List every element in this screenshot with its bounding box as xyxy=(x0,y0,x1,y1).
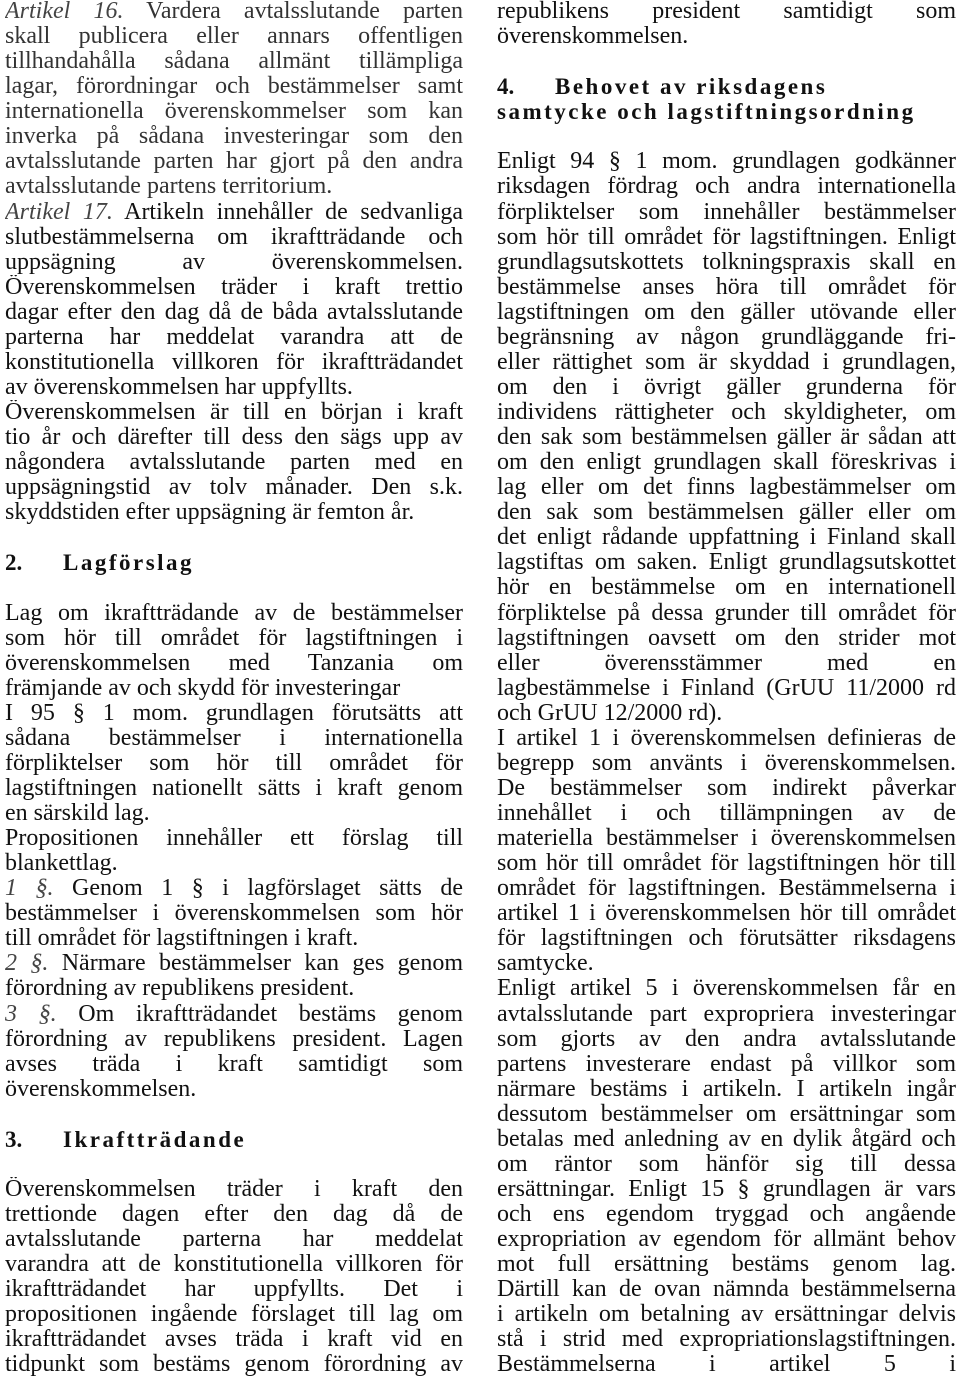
line-text: Närmare bestämmelser kan ges genom xyxy=(61,951,463,977)
text-line: lagar, förordningar och bestämmelser samt xyxy=(5,74,463,100)
text-line: slutbestämmelserna om ikraftträdande och xyxy=(5,224,463,250)
section-3-line xyxy=(5,1002,463,1027)
text-line: uppsägningstid av tolv månader. Den s.k. xyxy=(5,475,463,501)
text-line: bestämmelse anses höra till området för xyxy=(497,274,956,300)
paragraph-label: 3 §. xyxy=(5,1001,57,1027)
heading-title: Behovet av riksdagens xyxy=(555,74,828,100)
text-line: bestämmelser i överenskommelsen som hör xyxy=(5,901,463,927)
text-line: uppsägning av överenskommelsen. xyxy=(5,249,463,275)
text-line: och ens egendom tryggad och angående xyxy=(497,1202,956,1227)
left-column xyxy=(5,0,463,1377)
text-line: skall publicera eller annars offentligen xyxy=(5,24,463,50)
text-line: materiella bestämmelser i överenskommelsen xyxy=(497,826,956,852)
text-line: lagstiftas om saken. Enligt grundlagsutskottet xyxy=(497,550,956,576)
text-line: Bestämmelserna i artikel 5 i xyxy=(497,1352,956,1378)
text-line: en särskild lag. xyxy=(5,801,150,826)
law-title-line: främjande av och skydd för investeringar xyxy=(5,675,401,701)
law-title-line: som hör till området för lagstiftningen i xyxy=(5,625,463,651)
text-line: den sak som bestämmelsen gäller är sådan att xyxy=(497,425,956,451)
article-17-line xyxy=(5,200,463,225)
spacer xyxy=(497,49,956,74)
text-line: ersättningar. Enligt 15 § grundlagen är vars xyxy=(497,1176,956,1202)
text-line: samtycke. xyxy=(497,951,594,977)
text-line: dagar efter den dag då de båda avtalsslutande xyxy=(5,299,463,325)
heading-title: Ikraftträdande xyxy=(63,1126,247,1152)
text-line: avtalsslutande part expropriera investeringar xyxy=(497,1001,956,1027)
text-line: om den enligt grundlagen skall föreskrivas i xyxy=(497,450,956,476)
text-line: Enligt 94 § 1 mom. grundlagen godkänner xyxy=(497,149,956,175)
text-line: I artikel 1 i överenskommelsen definieras de xyxy=(497,725,956,751)
text-line: betalas med anledning av en dylik åtgärd och xyxy=(497,1126,956,1152)
text-line: individens rättigheter och skyldigheter, om xyxy=(497,400,956,425)
text-line: ikraftträdandet har uppfyllts. Det i xyxy=(5,1277,463,1303)
text-line: Överenskommelsen träder i kraft den xyxy=(5,1176,463,1202)
text-line: avtalsslutande parten har gjort på den andra xyxy=(5,149,463,175)
text-line: lagstiftningen oavsett om den strider mot xyxy=(497,625,956,651)
text-line: tio år och därefter till dess den sägs upp av xyxy=(5,425,463,451)
section-heading xyxy=(5,1127,463,1152)
text-line: förpliktelser som innehåller bestämmelser xyxy=(497,199,956,225)
text-line: förpliktelse på dessa grunder till området för xyxy=(497,600,956,626)
text-line: lagstiftningen nationellt sätts i kraft genom xyxy=(5,775,463,801)
heading-number: 2. xyxy=(5,550,23,576)
text-line: förordning av republikens president. xyxy=(5,976,355,1002)
text-line: den sak som bestämmelsen gäller eller om xyxy=(497,500,956,526)
section-heading xyxy=(497,74,956,99)
text-line: avses träda i kraft samtidigt som xyxy=(5,1051,463,1077)
text-line: lagbestämmelse i Finland (GrUU 11/2000 rd xyxy=(497,675,956,701)
text-line: som gjorts av den andra avtalsslutande xyxy=(497,1026,956,1052)
text-line: blankettlag. xyxy=(5,851,118,877)
text-line: tillhandahålla sådana allmänt tillämpliga xyxy=(5,49,463,75)
section-heading xyxy=(5,550,463,575)
heading-number: 4. xyxy=(497,74,515,100)
spacer xyxy=(5,1102,463,1127)
article-16-line xyxy=(5,0,463,24)
text-line: propositionen ingående förslaget till lag om xyxy=(5,1302,463,1328)
section-heading-continued xyxy=(497,99,956,124)
text-line: Enligt artikel 5 i överenskommelsen får en xyxy=(497,976,956,1002)
text-line: republikens president samtidigt som xyxy=(497,0,956,24)
line-text: Vardera avtalsslutande parten xyxy=(146,0,463,24)
text-line: begrepp som använts i överenskommelsen. xyxy=(497,750,956,776)
line-text: Om ikraftträdandet bestäms genom xyxy=(78,1001,463,1027)
text-line: förpliktelser som hör till området för xyxy=(5,750,463,776)
text-line: expropriation av egendom för allmänt behov xyxy=(497,1227,956,1253)
text-line: parterna har meddelat varandra att de xyxy=(5,324,463,350)
text-line: riksdagen fördrag och andra internationella xyxy=(497,174,956,200)
spacer xyxy=(5,575,463,600)
text-line: avtalsslutande partens territorium. xyxy=(5,174,333,200)
text-line: mot full ersättning bestäms genom lag. xyxy=(497,1252,956,1278)
spacer xyxy=(497,124,956,149)
paragraph-label: 1 §. xyxy=(5,876,54,902)
text-line: eller rättighet som är skyddad i grundlagen, xyxy=(497,349,956,375)
spacer xyxy=(5,1152,463,1177)
article-label: Artikel 16. xyxy=(5,0,124,24)
spacer xyxy=(5,525,463,550)
text-line: innehållet i och tillämpningen av de xyxy=(497,801,956,826)
text-line: sådana bestämmelser i internationella xyxy=(5,725,463,751)
text-line: som hör till området för lagstiftningen. Enligt xyxy=(497,224,956,250)
text-line: Propositionen innehåller ett förslag till xyxy=(5,826,463,852)
paragraph-label: 2 §. xyxy=(5,951,49,977)
right-column xyxy=(497,0,956,1377)
text-line: i artikeln om betalning av ersättningar delvis xyxy=(497,1302,956,1328)
text-line: avtalsslutande parterna har meddelat xyxy=(5,1227,463,1253)
text-line: stå i strid med expropriationslagstiftningen. xyxy=(497,1327,956,1353)
text-line: Därtill kan de ovan nämnda bestämmelserna xyxy=(497,1277,956,1303)
law-title-line: Lag om ikraftträdande av de bestämmelser xyxy=(5,600,463,626)
text-line: Överenskommelsen träder i kraft trettio xyxy=(5,274,463,300)
text-line: De bestämmelser som indirekt påverkar xyxy=(497,775,956,801)
text-line: dessutom bestämmelser om ersättningar som xyxy=(497,1101,956,1127)
text-line: I 95 § 1 mom. grundlagen förutsätts att xyxy=(5,700,463,726)
section-1-line xyxy=(5,876,463,901)
text-line: begränsning av någon grundläggande fri- xyxy=(497,324,956,350)
text-line: om räntor som hänför sig till dessa xyxy=(497,1151,956,1177)
text-line: till området för lagstiftningen i kraft. xyxy=(5,926,359,952)
section-2-line xyxy=(5,951,463,976)
text-line: området för lagstiftningen. Bestämmelserna i xyxy=(497,876,956,902)
text-line: varandra att de konstitutionella villkoren för xyxy=(5,1252,463,1278)
text-line: skyddstiden efter uppsägning är femton år. xyxy=(5,500,415,526)
text-line: ikraftträdandet avses träda i kraft vid en xyxy=(5,1327,463,1353)
text-line: grundlagsutskottets tolkningspraxis skall en xyxy=(497,249,956,275)
text-line: förordning av republikens president. Lagen xyxy=(5,1026,463,1052)
text-line: trettionde dagen efter den dag då de xyxy=(5,1202,463,1227)
heading-title: Lagförslag xyxy=(63,550,195,576)
text-line: internationella överenskommelser som kan xyxy=(5,99,463,125)
text-line: lagstiftningen om den gäller utövande eller xyxy=(497,299,956,325)
text-line: för lagstiftningen och förutsätter riksdagens xyxy=(497,926,956,952)
line-text: Artikeln innehåller de sedvanliga xyxy=(124,199,463,225)
heading-title: samtycke och lagstiftningsordning xyxy=(497,99,916,125)
text-line: det enligt rådande uppfattning i Finland skall xyxy=(497,525,956,551)
text-line: av överenskommelsen har uppfyllts. xyxy=(5,374,353,400)
text-line: konstitutionella villkoren för ikraftträdandet xyxy=(5,349,463,375)
heading-number: 3. xyxy=(5,1126,23,1152)
line-text: Genom 1 § i lagförslaget sätts de xyxy=(72,876,463,902)
text-line: eller överensstämmer med en xyxy=(497,650,956,676)
text-line: inverka på sådana investeringar som den xyxy=(5,124,463,150)
law-title-line: överenskommelsen med Tanzania om xyxy=(5,650,463,676)
text-line: överenskommelsen. xyxy=(497,24,689,50)
text-line: närmare bestäms i artikeln. I artikeln ingår xyxy=(497,1076,956,1102)
text-line: någondera avtalsslutande parten med en xyxy=(5,450,463,476)
text-line: tidpunkt som bestäms genom förordning av xyxy=(5,1352,463,1378)
text-line: som hör till området för lagstiftningen hör till xyxy=(497,851,956,877)
text-line: och GrUU 12/2000 rd). xyxy=(497,700,723,726)
text-line: partens investerare endast på villkor som xyxy=(497,1051,956,1077)
text-line: om den i övrigt gäller grunderna för xyxy=(497,374,956,400)
article-label: Artikel 17. xyxy=(5,199,113,225)
text-line: lag eller om det finns lagbestämmelser om xyxy=(497,475,956,501)
text-line: hör en bestämmelse om en internationell xyxy=(497,575,956,601)
text-line: överenskommelsen. xyxy=(5,1076,197,1102)
text-line: Överenskommelsen är till en början i kraft xyxy=(5,400,463,425)
text-line: artikel 1 i överenskommelsen hör till området xyxy=(497,901,956,927)
